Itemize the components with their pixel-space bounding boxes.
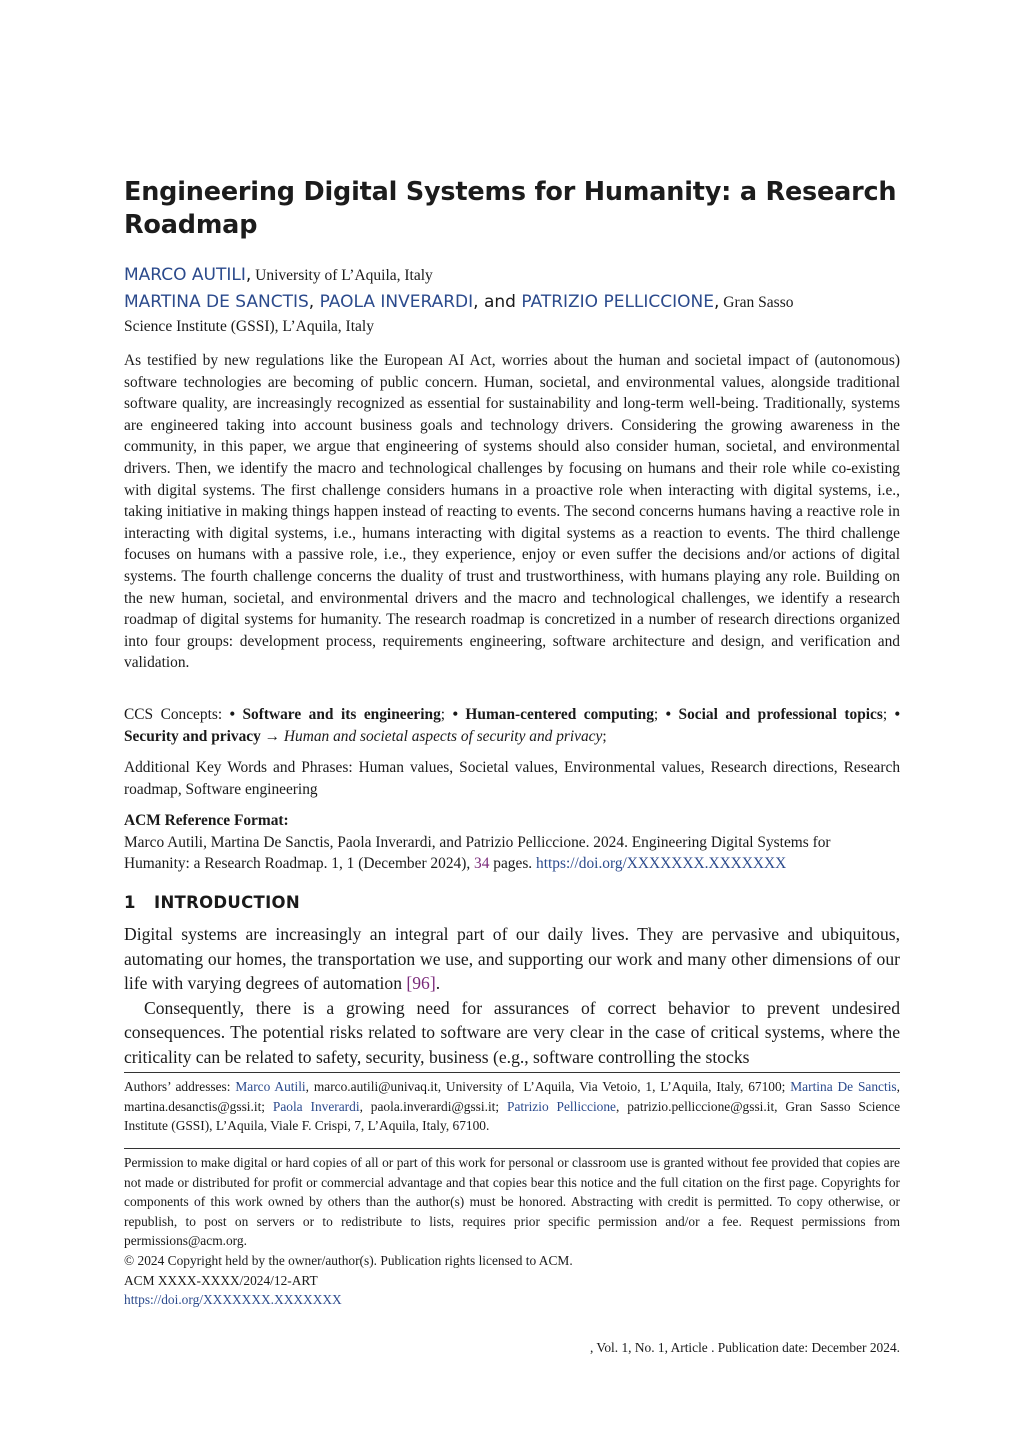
author-name-inverardi[interactable]: PAOLA INVERARDI <box>319 292 474 312</box>
address-author-link[interactable]: Patrizio Pelliccione <box>507 1098 617 1114</box>
paper-title: Engineering Digital Systems for Humanity: a Research Roadmap <box>124 177 897 240</box>
copyright-line: © 2024 Copyright held by the owner/author(s). Publication rights licensed to ACM. <box>124 1252 573 1268</box>
ccs-concept: • Human-centered computing <box>452 706 654 723</box>
address-author-link[interactable]: Martina De Sanctis <box>790 1079 897 1094</box>
page-footer: , Vol. 1, No. 1, Article . Publication date: December 2024. <box>589 1340 900 1355</box>
ccs-subconcept: Human and societal aspects of security and privacy <box>283 727 603 745</box>
acm-reference-pages-link[interactable]: 34 <box>474 855 490 873</box>
authors-addresses <box>124 1077 900 1136</box>
intro-paragraph-1 <box>124 922 900 996</box>
permission-divider <box>124 1148 900 1149</box>
permission-text: Permission to make digital or hard copies of all or part of this work for personal or classroom use is granted without fee provided that copies are not made or distributed for profit or commercial advantage and that copies bear this notice and the full citation on the first page. Copyrights for components of this work owned by others than the author(s) must be honored. Abstracting with credit is permitted. To copy otherwise, or republish, to post on servers or to redistribute to lists, requires prior specific permission and/or a fee. Request permissions from permissions@acm.org. <box>124 1155 900 1249</box>
section-title: INTRODUCTION <box>154 893 300 912</box>
introduction-body <box>124 922 900 1069</box>
author-separator: , and <box>473 292 522 312</box>
section-number: 1 <box>124 893 136 912</box>
ccs-concept: • Software and its engineering <box>229 706 441 723</box>
ccs-separator: ; <box>882 706 895 723</box>
ccs-separator: ; <box>653 706 666 723</box>
author-name-pelliccione[interactable]: PATRIZIO PELLICCIONE <box>521 292 715 312</box>
ccs-concepts <box>124 704 900 747</box>
author-line-2 <box>124 289 900 316</box>
address-text: , martina.desanctis@gssi.it; <box>124 1079 901 1114</box>
acm-reference <box>124 810 900 875</box>
intro-paragraph-2: Consequently, there is a growing need for assurances of correct behavior to prevent undesired consequences. The potential risks related to software are very clear in the case of critical systems, where the criticality can be related to safety, security, business (e.g., software controlling the stocks <box>124 997 900 1067</box>
intro-text: Digital systems are increasingly an integral part of our daily lives. They are pervasive and ubiquitous, automating our homes, the transportation we use, and supporting our work and many other dimensions of our life with varying degrees of automation <box>124 924 900 993</box>
address-author-link[interactable]: Marco Autili <box>235 1079 306 1094</box>
keywords-text: Human values, Societal values, Environmental values, Research directions, Research roadmap, Software engineering <box>124 759 901 798</box>
author-line-1 <box>124 262 900 289</box>
acm-reference-text: Marco Autili, Martina De Sanctis, Paola Inverardi, and Patrizio Pelliccione. 2024. Engineering Digital Systems for Humanity: a Research Roadmap. 1, 1 (December 2024), <box>124 833 831 873</box>
ccs-concept: • Social and professional topics <box>665 706 883 723</box>
author-separator: , <box>245 265 252 285</box>
acm-id-line: ACM XXXX-XXXX/2024/12-ART <box>124 1272 318 1288</box>
acm-reference-doi-link[interactable]: https://doi.org/XXXXXXX.XXXXXXX <box>536 855 787 873</box>
author-block <box>124 262 900 338</box>
intro-text: . <box>435 973 441 993</box>
ccs-separator: ; <box>440 706 453 723</box>
ccs-separator: ; <box>602 727 607 745</box>
ccs-arrow: → <box>260 727 284 745</box>
ccs-label: CCS Concepts: <box>124 706 230 723</box>
author-name-autili[interactable]: MARCO AUTILI <box>124 265 246 285</box>
address-author-link[interactable]: Paola Inverardi <box>272 1098 360 1114</box>
addresses-label: Authors’ addresses: <box>124 1079 236 1094</box>
author-separator: , <box>308 292 320 312</box>
footnote-divider <box>124 1072 900 1073</box>
keywords-label: Additional Key Words and Phrases: <box>124 759 359 776</box>
address-text: , patrizio.pelliccione@gssi.it, Gran Sasso Science Institute (GSSI), L’Aquila, Viale F. Crispi, 7, L’Aquila, Italy, 67100. <box>124 1098 901 1133</box>
author-affiliation: University of L’Aquila, Italy <box>251 267 433 284</box>
author-affiliation: Gran Sasso <box>719 294 794 311</box>
citation-link[interactable]: [96] <box>406 973 436 993</box>
author-separator: , <box>714 292 720 312</box>
permission-doi-link[interactable]: https://doi.org/XXXXXXX.XXXXXXX <box>124 1292 342 1308</box>
address-text: , paola.inverardi@gssi.it; <box>359 1098 507 1114</box>
acm-reference-pages-suffix: pages. <box>489 855 537 873</box>
ccs-concept: • Security and privacy <box>124 706 901 745</box>
abstract: As testified by new regulations like the European AI Act, worries about the human and societal impact of (autonomous) software technologies are becoming of public concern. Human, societal, and environmental values, alongside traditional software quality, are increasingly recognized as essential for sustainability and long-term well-being. Traditionally, systems are engineered taking into account business goals and technology drivers. Considering the growing awareness in the community, in this paper, we argue that engineering of systems should also consider human, societal, and environmental drivers. Then, we identify the macro and technological challenges by focusing on humans and their role while co-existing with digital systems. The first challenge considers humans in a proactive role when interacting with digital systems, i.e., taking initiative in making things happen instead of reacting to events. The second concerns humans having a reactive role in interacting with digital systems, i.e., humans interacting with digital systems as a reaction to events. The third challenge focuses on humans with a passive role, i.e., they experience, enjoy or even suffer the decisions and/or actions of digital systems. The fourth challenge concerns the duality of trust and trustworthiness, with humans playing any role. Building on the new human, societal, and environmental drivers and the macro and technological challenges, we identify a research roadmap of digital systems for humanity. The research roadmap is concretized in a number of research directions organized into four groups: development process, requirements engineering, software architecture and design, and verification and validation. <box>124 352 900 672</box>
permission-notice <box>124 1153 900 1310</box>
author-name-desanctis[interactable]: MARTINA DE SANCTIS <box>124 292 309 312</box>
keywords <box>124 757 900 800</box>
acm-reference-heading: ACM Reference Format: <box>124 812 289 829</box>
author-affiliation-continued: Science Institute (GSSI), L’Aquila, Italy <box>124 318 374 335</box>
address-text: , marco.autili@univaq.it, University of L’Aquila, Via Vetoio, 1, L’Aquila, Italy, 67100; <box>305 1079 791 1094</box>
section-heading-introduction <box>124 893 300 912</box>
